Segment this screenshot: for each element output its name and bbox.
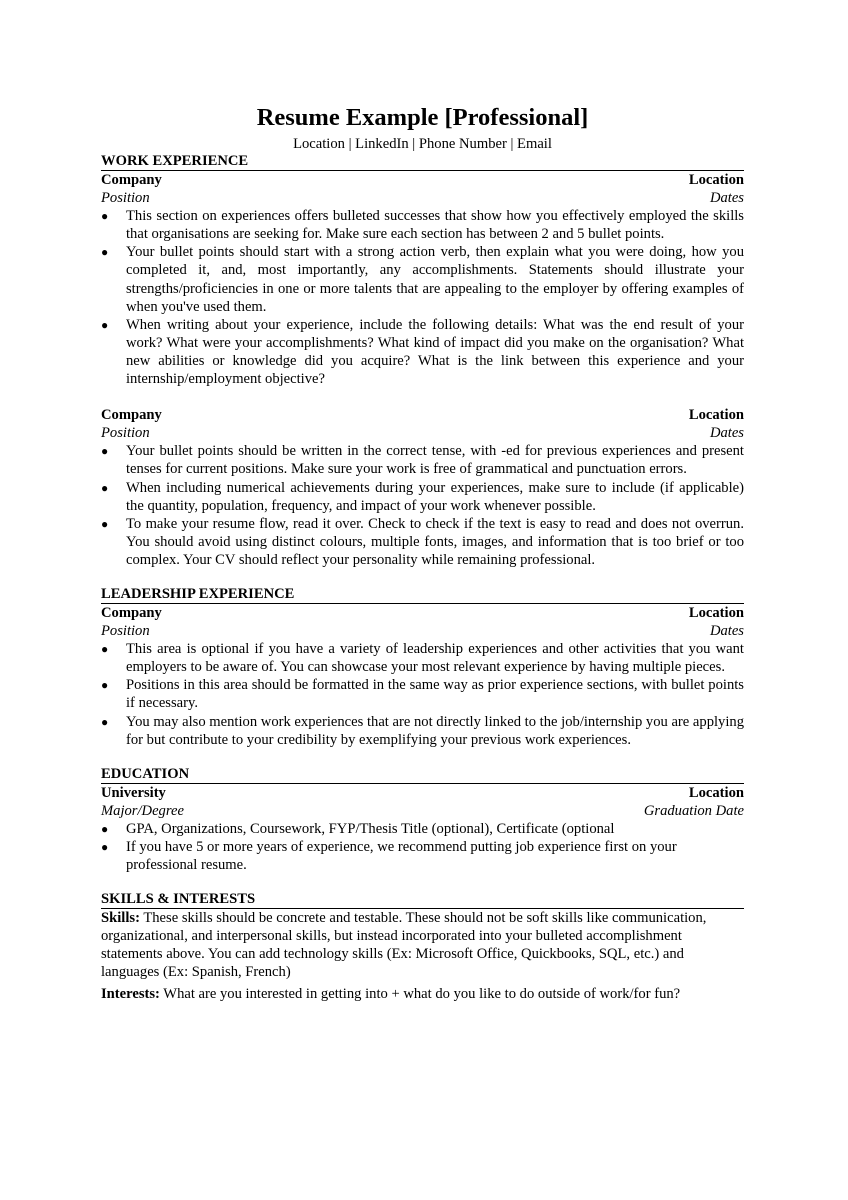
skills-label: Skills: <box>101 910 140 927</box>
position-title: Position <box>101 623 150 640</box>
work-entry-2 <box>101 406 744 569</box>
bullet-icon: ● <box>101 821 109 836</box>
education-bullets <box>101 820 744 874</box>
list-item: ● To make your resume flow, read it over. Check to check if the text is easy to read and does not overrun. You should avoid using distinct colours, multiple fonts, images, and information that is too brief or too complex. Your CV should reflect your personality while remaining professional. <box>101 515 744 568</box>
company-location: Location <box>688 407 744 424</box>
bullet-icon: ● <box>101 642 109 657</box>
work-entry-1 <box>101 171 744 388</box>
list-item: ● If you have 5 or more years of experience, we recommend putting job experience first on your professional resume. <box>101 839 677 874</box>
graduation-date: Graduation Date <box>643 802 744 819</box>
interests-paragraph <box>101 985 744 1003</box>
list-item: ● This area is optional if you have a variety of leadership experiences and other activities that you want employers to be aware of. You can showcase your most relevant experience by having multiple pieces. <box>101 641 744 676</box>
list-item: ● GPA, Organizations, Coursework, FYP/Thesis Title (optional), Certificate (optional <box>101 820 615 837</box>
education-heading: EDUCATION <box>101 766 744 784</box>
list-item: ● Positions in this area should be formatted in the same way as prior experience sections, with bullet points if necessary. <box>101 677 744 712</box>
company-name: Company <box>101 172 162 188</box>
company-name: Company <box>101 604 162 621</box>
bullet-icon: ● <box>101 245 109 260</box>
resume-title: Resume Example [Professional] <box>256 104 589 131</box>
company-name: Company <box>101 407 162 424</box>
position-dates: Dates <box>709 623 744 640</box>
position-dates: Dates <box>709 425 744 442</box>
interests-label: Interests: <box>101 985 160 1002</box>
work-entry-1-bullets <box>101 207 744 388</box>
work-entry-2-bullets <box>101 442 744 569</box>
bullet-icon: ● <box>101 480 109 495</box>
degree-title: Major/Degree <box>101 802 184 819</box>
university-location: Location <box>688 784 744 801</box>
list-item: ● Your bullet points should be written in the correct tense, with -ed for previous experiences and present tenses for current positions. Make sure your work is free of grammatical and punctuation errors. <box>101 443 744 478</box>
list-item: ● When including numerical achievements during your experiences, make sure to include (if applicable) the quantity, population, frequency, and impact of your work whenever possible. <box>101 479 744 514</box>
company-location: Location <box>688 172 744 188</box>
contact-line: Location | LinkedIn | Phone Number | Email <box>293 136 552 152</box>
position-dates: Dates <box>709 190 744 207</box>
bullet-icon: ● <box>101 317 109 332</box>
bullet-icon: ● <box>101 209 109 224</box>
list-item: ● Your bullet points should start with a strong action verb, then explain what you were doing, how you completed it, and, most importantly, any accomplishments. Statements should illustrate your strengths/proficiencies in one or more talents that are appealing to the employer by offering examples of when you've used them. <box>101 244 744 315</box>
skills-text: These skills should be concrete and testable. These should not be soft skills like communication, organizational, and interpersonal skills, but instead incorporated into your bulleted accomplishment statements above. You can add technology skills (Ex: Microsoft Office, Quickbooks, SQL, etc.) and languages (Ex: Spanish, French) <box>101 910 707 981</box>
work-experience-heading: WORK EXPERIENCE <box>101 153 744 171</box>
company-location: Location <box>688 604 744 621</box>
interests-text: What are you interested in getting into + what do you like to do outside of work/for fun? <box>159 985 681 1002</box>
leadership-entry <box>101 604 744 749</box>
university-name: University <box>101 784 166 801</box>
list-item: ● You may also mention work experiences that are not directly linked to the job/internship you are applying for but contribute to your credibility by exemplifying your previous work experiences. <box>101 713 744 748</box>
resume-page <box>101 104 744 1003</box>
bullet-icon: ● <box>101 516 109 531</box>
list-item: ● This section on experiences offers bulleted successes that show how you effectively employed the skills that organisations are seeking for. Make sure each section has between 2 and 5 bullet points. <box>101 208 744 243</box>
skills-paragraph <box>101 909 744 981</box>
leadership-experience-heading: LEADERSHIP EXPERIENCE <box>101 586 744 604</box>
education-entry <box>101 784 744 874</box>
list-item: ● When writing about your experience, include the following details: What was the end result of your work? What were your accomplishments? What kind of impact did you make on the organisation? What new abilities or knowledge did you acquire? What is the link between this experience and your internship/employment objective? <box>101 316 744 388</box>
bullet-icon: ● <box>101 678 109 693</box>
position-title: Position <box>101 190 150 207</box>
bullet-icon: ● <box>101 714 109 729</box>
bullet-icon: ● <box>101 840 109 854</box>
position-title: Position <box>101 425 150 442</box>
leadership-bullets <box>101 640 744 749</box>
bullet-icon: ● <box>101 444 109 459</box>
skills-interests-heading: SKILLS & INTERESTS <box>101 891 744 909</box>
